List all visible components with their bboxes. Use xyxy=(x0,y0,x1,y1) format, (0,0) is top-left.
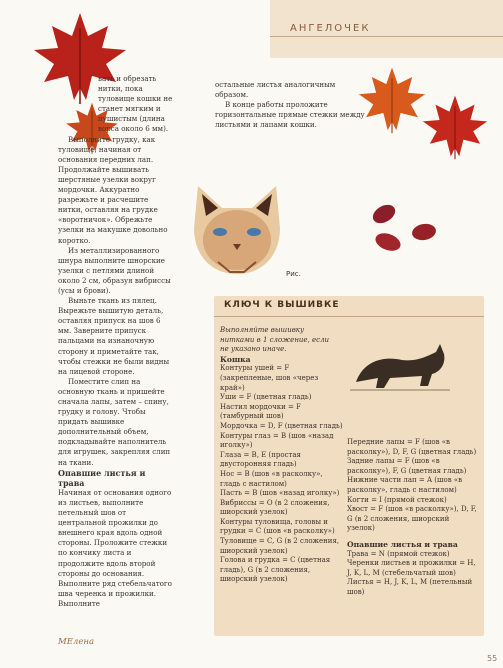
key-item: Вибриссы = O (в 2 сложения, шиорский узелок) xyxy=(220,498,330,517)
key-item: Передние лапы = F (шов «в расколку»), D, F, G (цветная гладь) xyxy=(347,438,477,456)
cat-embroidery-image xyxy=(184,178,290,278)
paragraph: Выполните грудку, как туловище, начиная от основания передних лап. Продолжайте вышивать шерстяные узелки вокруг мордочки. Аккуратно разрежьте и расчешите нитки, оставляя на грудке «воротничок». Обрежьте узелки на макушке довольно коротко. xyxy=(58,134,168,245)
paragraph: В конце работы проложите горизонтальные прямые стежки между листьями и лапами кошки. xyxy=(215,100,365,130)
key-item: Пасть = B (шов «назад иголку») xyxy=(220,489,340,498)
key-heading-leaves: Опавшие листья и трава xyxy=(347,539,458,549)
paragraph: Начиная от основания одного из листьев, выполните петельный шов от центральной прожилки до внешнего края вдоль одной стороны. Проложите стежки по кончику листа и продолжите вдоль второй стороны до основания. Выполните ряд стебельчатого шва черенка и прожилки. Выполните xyxy=(58,487,172,608)
key-item: Туловище = C, G (в 2 сложения, шиорский узелок) xyxy=(220,537,340,555)
paragraph: остальные листья аналогичным образом. xyxy=(215,80,336,100)
key-item: Контуры ушей = F (закрепленые, шов «через край») xyxy=(220,364,319,392)
paragraph: Поместите слип на основную ткань и пришейте сначала лапы, затем – спину, грудку и голову. Чтобы придать вышивке дополнительный объем, подкладывайте наполнитель для игрушек, закрепляя слип на ткани. xyxy=(58,376,171,467)
paragraph: вать и обрезать нитки, пока туловище кошки не станет мягким и пушистым (длина ворса около 6 мм). xyxy=(98,74,173,134)
column-left xyxy=(58,74,173,609)
key-rule xyxy=(214,316,484,317)
key-note: Выполняйте вышивку нитками в 1 сложение, если не указано иначе. xyxy=(220,326,330,354)
paragraph: Из металлизированного шнура выполните шнорские узелки с петлями длиной около 2 см, образуя вибриссы (усы и брови). xyxy=(58,245,171,295)
key-item: Контуры глаз = B (шов «назад иголку») xyxy=(220,431,334,450)
paragraph: Выньте ткань из пялец. Вырежьте вышитую деталь, оставляя припуск на шов 6 мм. Заверните припуск пальцами на изнаночную сторону и приметайте так, чтобы стежки не были видны на лицевой стороне. xyxy=(58,296,170,376)
key-item: Нос = B (шов «в расколку», гладь с настилом) xyxy=(220,469,323,488)
key-item: Глаза = B, E (простая двусторонняя гладь) xyxy=(220,450,301,469)
cat-sketch-image xyxy=(350,330,450,396)
key-title: КЛЮЧ К ВЫШИВКЕ xyxy=(224,300,340,310)
key-item: Задние лапы = F (шов «в расколку»), F, G (цветная гладь) xyxy=(347,457,467,475)
section-title: АНГЕЛОЧЕК xyxy=(290,23,371,34)
subheading: Опавшие листья и трава xyxy=(58,467,146,488)
key-column-right xyxy=(347,438,479,598)
crimson-leaves-image xyxy=(366,196,446,260)
page-number: 55 xyxy=(487,654,498,663)
key-item: Листья = H, J, K, L, M (петельный шов) xyxy=(347,578,473,596)
key-item: Голова и грудка = C (цветная гладь), G (в 2 сложения, шиорский узелок) xyxy=(220,556,331,584)
key-item: Черенки листьев и прожилки = H, J, K, L, M (стебельчатый шов) xyxy=(347,559,476,577)
key-item: Уши = F (цветная гладь) xyxy=(220,393,312,402)
figure-caption: Рис. xyxy=(286,270,301,278)
key-column-left xyxy=(220,326,344,585)
signature: МЕлена xyxy=(58,637,95,647)
key-item: Мордочка = D, F (цветная гладь) xyxy=(220,421,343,430)
maple-leaf-image-right1 xyxy=(356,64,428,136)
maple-leaf-image-right2 xyxy=(420,92,490,162)
key-item: Трава = N (прямой стежок) xyxy=(347,549,450,558)
key-item: Нижние части лап = A (шов «в расколку», гладь с настилом) xyxy=(347,476,463,494)
key-item: Когти = I (прямой стежок) xyxy=(347,495,447,504)
header-rule xyxy=(270,36,503,37)
column-right xyxy=(215,80,365,130)
key-heading-cat: Кошка xyxy=(220,354,251,364)
key-item: Хвост = F (шов «в расколку»), D, F, G (в 2 сложения, шиорский узелок) xyxy=(347,505,477,533)
key-item: Настил мордочки = F (тамбурный шов) xyxy=(220,402,301,421)
key-item: Контуры туловища, головы и грудки = C (шов «в расколку») xyxy=(220,517,335,536)
